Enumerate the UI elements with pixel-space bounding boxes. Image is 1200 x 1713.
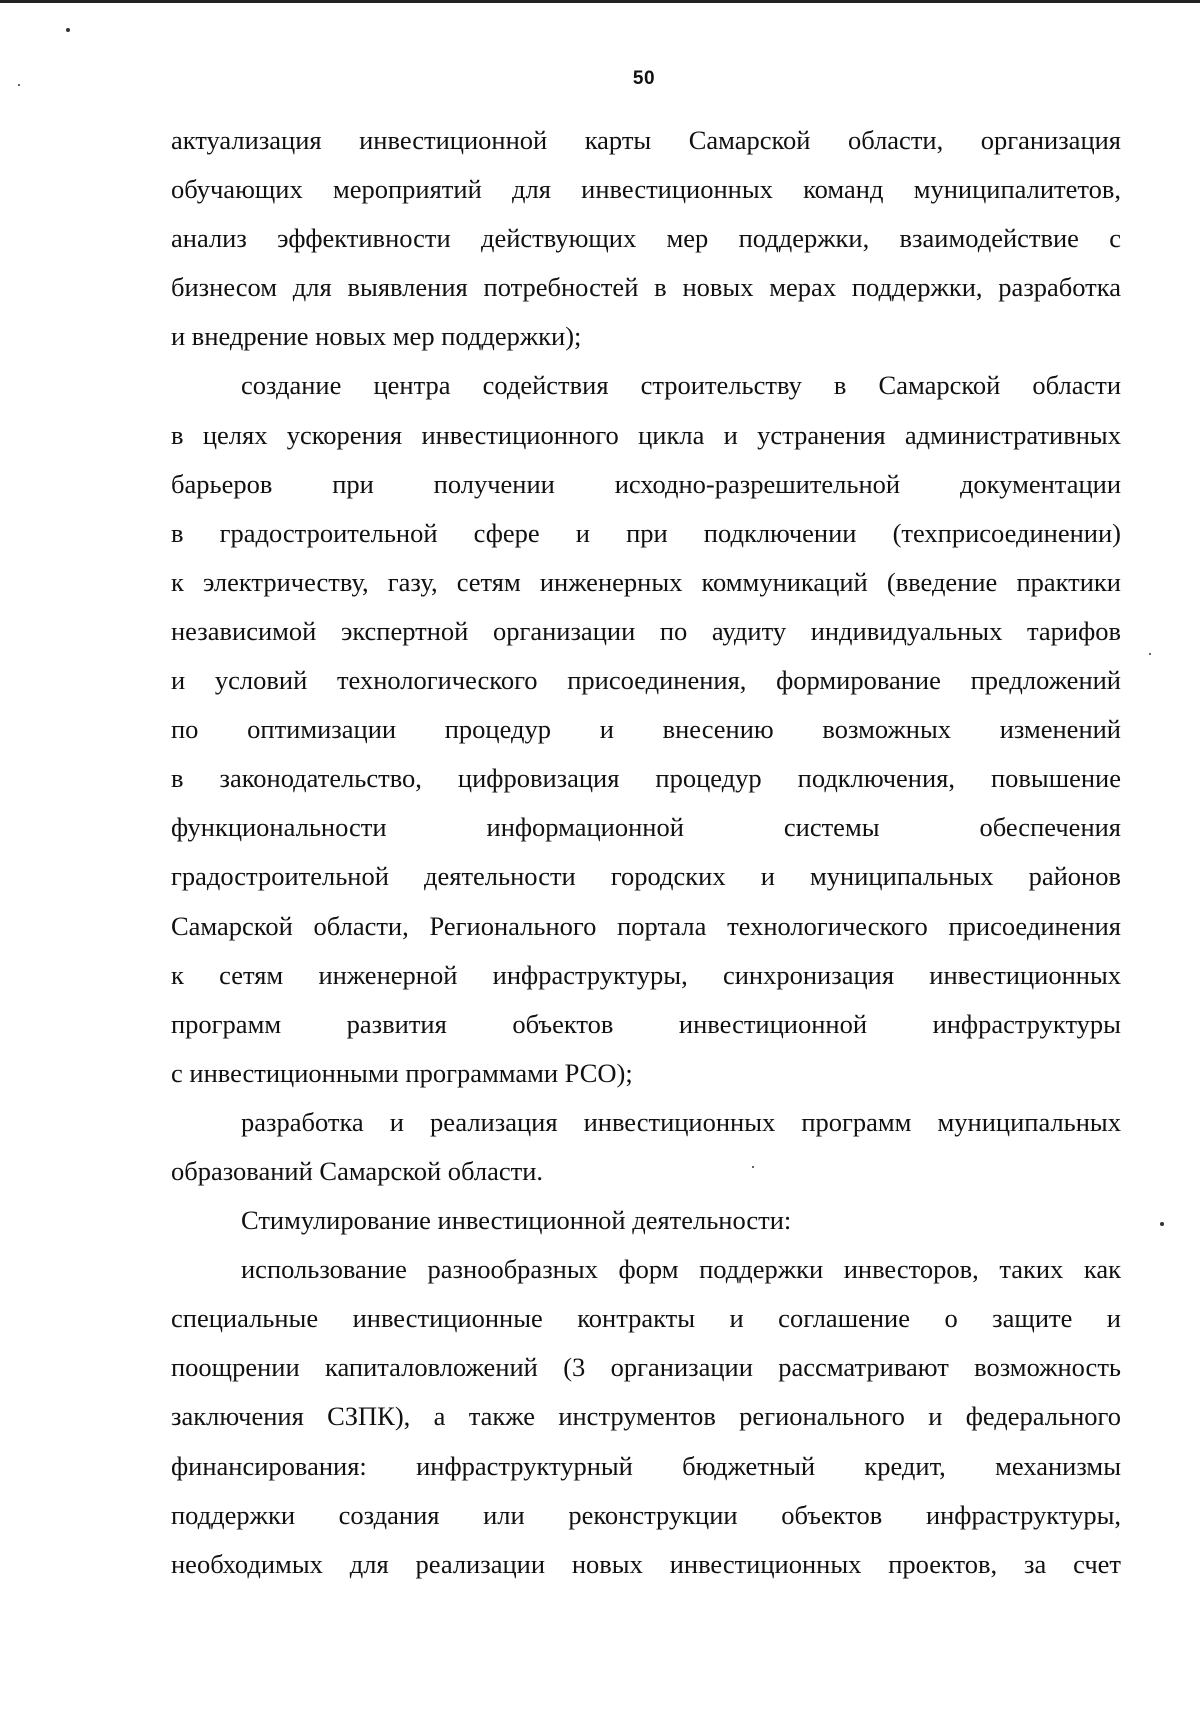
text-line: к сетям инженерной инфраструктуры, синхронизация инвестиционных [171, 959, 1121, 990]
text-line: использование разнообразных форм поддержки инвесторов, таких как [241, 1254, 1121, 1285]
text-line: и условий технологического присоединения, формирование предложений [171, 665, 1121, 696]
text-line: Самарской области, Регионального портала технологического присоединения [171, 910, 1121, 941]
text-line: финансирования: инфраструктурный бюджетный кредит, механизмы [171, 1450, 1121, 1481]
text-line: барьеров при получении исходно-разрешительной документации [171, 468, 1121, 499]
text-line: поощрении капиталовложений (3 организации рассматривают возможность [171, 1352, 1121, 1383]
body-text [171, 116, 1121, 1589]
text-line: обучающих мероприятий для инвестиционных команд муниципалитетов, [171, 174, 1121, 205]
text-line: в градостроительной сфере и при подключении (техприсоединении) [171, 517, 1121, 548]
text-line: по оптимизации процедур и внесению возможных изменений [171, 714, 1121, 745]
text-line: в законодательство, цифровизация процедур подключения, повышение [171, 763, 1121, 794]
text-line: и внедрение новых мер поддержки); [171, 321, 582, 352]
text-line: с инвестиционными программами РСО); [171, 1057, 633, 1088]
text-line: в целях ускорения инвестиционного цикла и устранения административных [171, 419, 1121, 450]
text-line: анализ эффективности действующих мер поддержки, взаимодействие с [171, 223, 1121, 254]
scan-speck [1149, 653, 1151, 655]
text-line: к электричеству, газу, сетям инженерных коммуникаций (введение практики [171, 566, 1121, 597]
text-line: заключения СЗПК), а также инструментов регионального и федерального [171, 1401, 1121, 1432]
scan-speck [752, 1166, 754, 1168]
text-line: градостроительной деятельности городских и муниципальных районов [171, 861, 1121, 892]
text-line: независимой экспертной организации по аудиту индивидуальных тарифов [171, 615, 1121, 646]
text-line: образований Самарской области. [171, 1155, 543, 1186]
text-line: функциональности информационной системы обеспечения [171, 812, 1121, 843]
text-line: необходимых для реализации новых инвестиционных проектов, за счет [171, 1548, 1121, 1579]
text-line: специальные инвестиционные контракты и соглашение о защите и [171, 1303, 1121, 1334]
scan-speck [1160, 1222, 1164, 1226]
text-line: разработка и реализация инвестиционных программ муниципальных [241, 1106, 1121, 1137]
scan-speck [66, 28, 70, 32]
page-number: 50 [632, 68, 656, 89]
scan-top-border [0, 0, 1200, 3]
text-line: создание центра содействия строительству в Самарской области [241, 370, 1121, 401]
scan-speck [18, 84, 20, 86]
text-line: бизнесом для выявления потребностей в новых мерах поддержки, разработка [171, 272, 1121, 303]
text-line: поддержки создания или реконструкции объектов инфраструктуры, [171, 1499, 1121, 1530]
text-line: программ развития объектов инвестиционной инфраструктуры [171, 1008, 1121, 1039]
section-heading: Стимулирование инвестиционной деятельности: [241, 1205, 792, 1236]
text-line: актуализация инвестиционной карты Самарской области, организация [171, 125, 1121, 155]
